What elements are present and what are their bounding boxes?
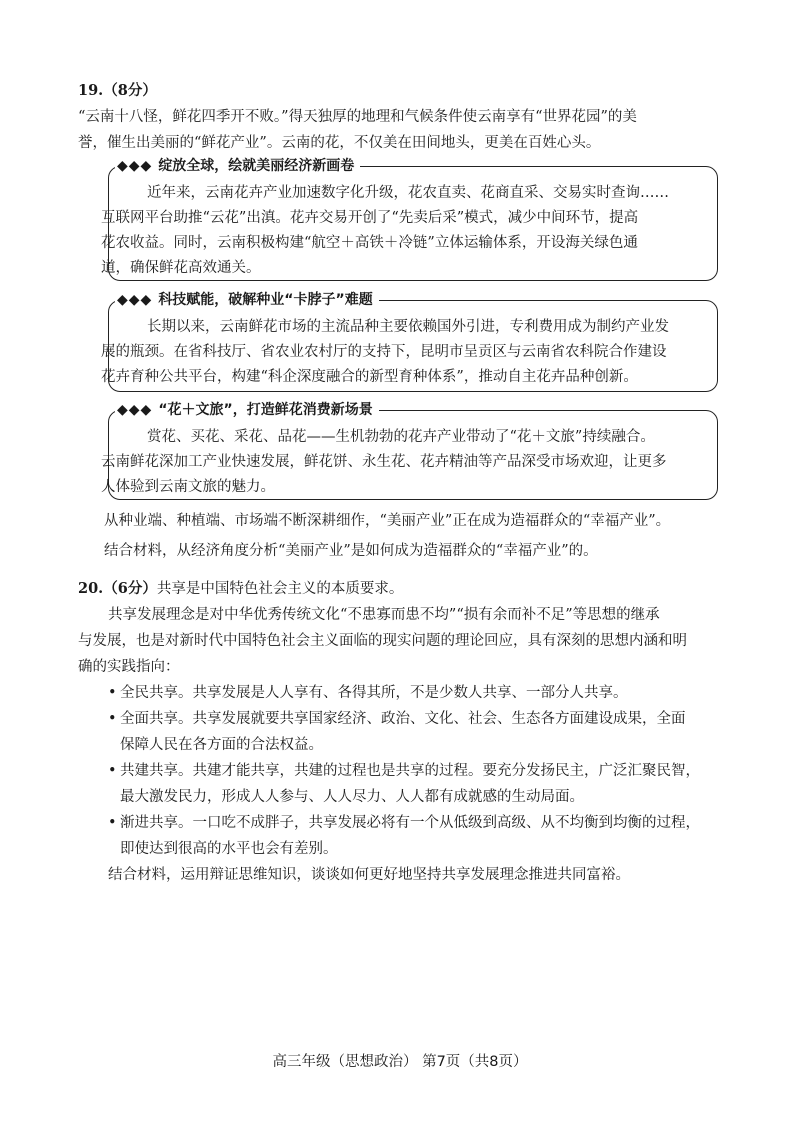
material-box-1-line-4: 道，确保鲜花高效通关。 <box>101 260 261 276</box>
question-20-number: 20.（6分） <box>78 580 157 597</box>
diamond-icon: ◆◆◆ <box>117 292 153 308</box>
material-box-3-line-2: 云南鲜花深加工产业快速发展，鲜花饼、永生花、花卉精油等产品深受市场欢迎，让更多 <box>101 454 667 470</box>
material-box-3-title-text: “花＋文旅”，打造鲜花消费新场景 <box>158 402 373 418</box>
material-box-3-title <box>115 398 379 422</box>
bullet-item-4-text: 渐进共享。一口吃不成胖子，共享发展必将有一个从低级到高级、从不均衡到均衡的过程， <box>120 815 700 831</box>
question-19-number: 19.（8分） <box>78 82 157 99</box>
bullet-item-1-text: 全民共享。共享发展是人人享有、各得其所，不是少数人共享、一部分人共享。 <box>120 685 628 701</box>
question-20-intro-line-3: 确的实践指向： <box>78 659 180 675</box>
bullet-icon: • <box>108 711 117 727</box>
bullet-item-2 <box>78 706 733 732</box>
material-box-2-line-3: 花卉育种公共平台，构建“科企深度融合的新型育种体系”，推动自主花卉品种创新。 <box>101 369 638 385</box>
material-box-2-title <box>115 288 379 312</box>
bullet-item-4 <box>78 810 733 836</box>
question-20-intro-line-2: 与发展，也是对新时代中国特色社会主义面临的现实问题的理论回应，具有深刻的思想内涵和明 <box>78 633 687 649</box>
question-20 <box>78 576 733 888</box>
bullet-item-3-cont: 最大激发民力，形成人人参与、人人尽力、人人都有成就感的生动局面。 <box>120 789 584 805</box>
material-box-1-line-1: 近年来，云南花卉产业加速数字化升级，花农直卖、花商直采、交易实时查询…… <box>147 185 669 201</box>
material-box-2-line-1: 长期以来，云南鲜花市场的主流品种主要依赖国外引进，专利费用成为制约产业发 <box>147 319 669 335</box>
question-19-prompt: 结合材料，从经济角度分析“美丽产业”是如何成为造福群众的“幸福产业”的。 <box>104 543 598 559</box>
material-box-3-body <box>101 411 707 500</box>
material-box-3-line-1: 赏花、买花、采花、品花——生机勃勃的花卉产业带动了“花＋文旅”持续融合。 <box>147 429 655 445</box>
material-box-1-title-text: 绽放全球，绘就美丽经济新画卷 <box>158 158 355 174</box>
question-20-heading <box>78 576 733 602</box>
question-20-head-text: 共享是中国特色社会主义的本质要求。 <box>156 581 404 597</box>
bullet-item-2-text: 全面共享。共享发展就要共享国家经济、政治、文化、社会、生态各方面建设成果，全面 <box>120 711 686 727</box>
material-box-1-body <box>101 167 707 281</box>
material-box-2-title-text: 科技赋能，破解种业“卡脖子”难题 <box>158 292 373 308</box>
bullet-icon: • <box>108 763 117 779</box>
material-box-2-body <box>101 301 707 390</box>
question-19-closing <box>104 508 759 564</box>
bullet-icon: • <box>108 815 117 831</box>
bullet-item-4-cont: 即使达到很高的水平也会有差别。 <box>120 841 338 857</box>
material-box-1-line-2: 互联网平台助推“云花”出滇。花卉交易开创了“先卖后采”模式，减少中间环节，提高 <box>101 210 639 226</box>
question-19 <box>78 78 733 156</box>
bullet-item-3 <box>78 758 733 784</box>
material-box-1-line-3: 花农收益。同时，云南积极构建“航空＋高铁＋冷链”立体运输体系，开设海关绿色通 <box>101 235 638 251</box>
question-20-intro-line-1: 共享发展理念是对中华优秀传统文化“不患寡而患不均”“损有余而补不足”等思想的继承 <box>108 607 660 623</box>
bullet-item-1 <box>78 680 733 706</box>
material-box-3-line-3: 人体验到云南文旅的魅力。 <box>101 479 275 495</box>
bullet-item-3-text: 共建共享。共建才能共享，共建的过程也是共享的过程。要充分发扬民主，广泛汇聚民智， <box>120 763 700 779</box>
question-19-intro-line-1: “云南十八怪，鲜花四季开不败。”得天独厚的地理和气候条件使云南享有“世界花园”的美 <box>78 109 637 125</box>
diamond-icon: ◆◆◆ <box>117 158 153 174</box>
material-box-1 <box>101 158 718 281</box>
diamond-icon: ◆◆◆ <box>117 402 153 418</box>
question-19-intro-line-2: 誉，催生出美丽的“鲜花产业”。云南的花，不仅美在田间地头，更美在百姓心头。 <box>78 135 601 151</box>
question-19-closing-text: 从种业端、种植端、市场端不断深耕细作，“美丽产业”正在成为造福群众的“幸福产业”。 <box>104 513 671 529</box>
page-footer: 高三年级（思想政治） 第7页（共8页） <box>272 1054 528 1070</box>
material-box-2-line-2: 展的瓶颈。在省科技厅、省农业农村厅的支持下，昆明市呈贡区与云南省农科院合作建设 <box>101 344 667 360</box>
material-box-3 <box>101 402 718 500</box>
material-box-1-title <box>115 154 360 178</box>
bullet-icon: • <box>108 685 117 701</box>
bullet-item-2-cont: 保障人民在各方面的合法权益。 <box>120 737 323 753</box>
question-20-prompt: 结合材料，运用辩证思维知识，谈谈如何更好地坚持共享发展理念推进共同富裕。 <box>108 867 630 883</box>
material-box-2 <box>101 292 718 392</box>
